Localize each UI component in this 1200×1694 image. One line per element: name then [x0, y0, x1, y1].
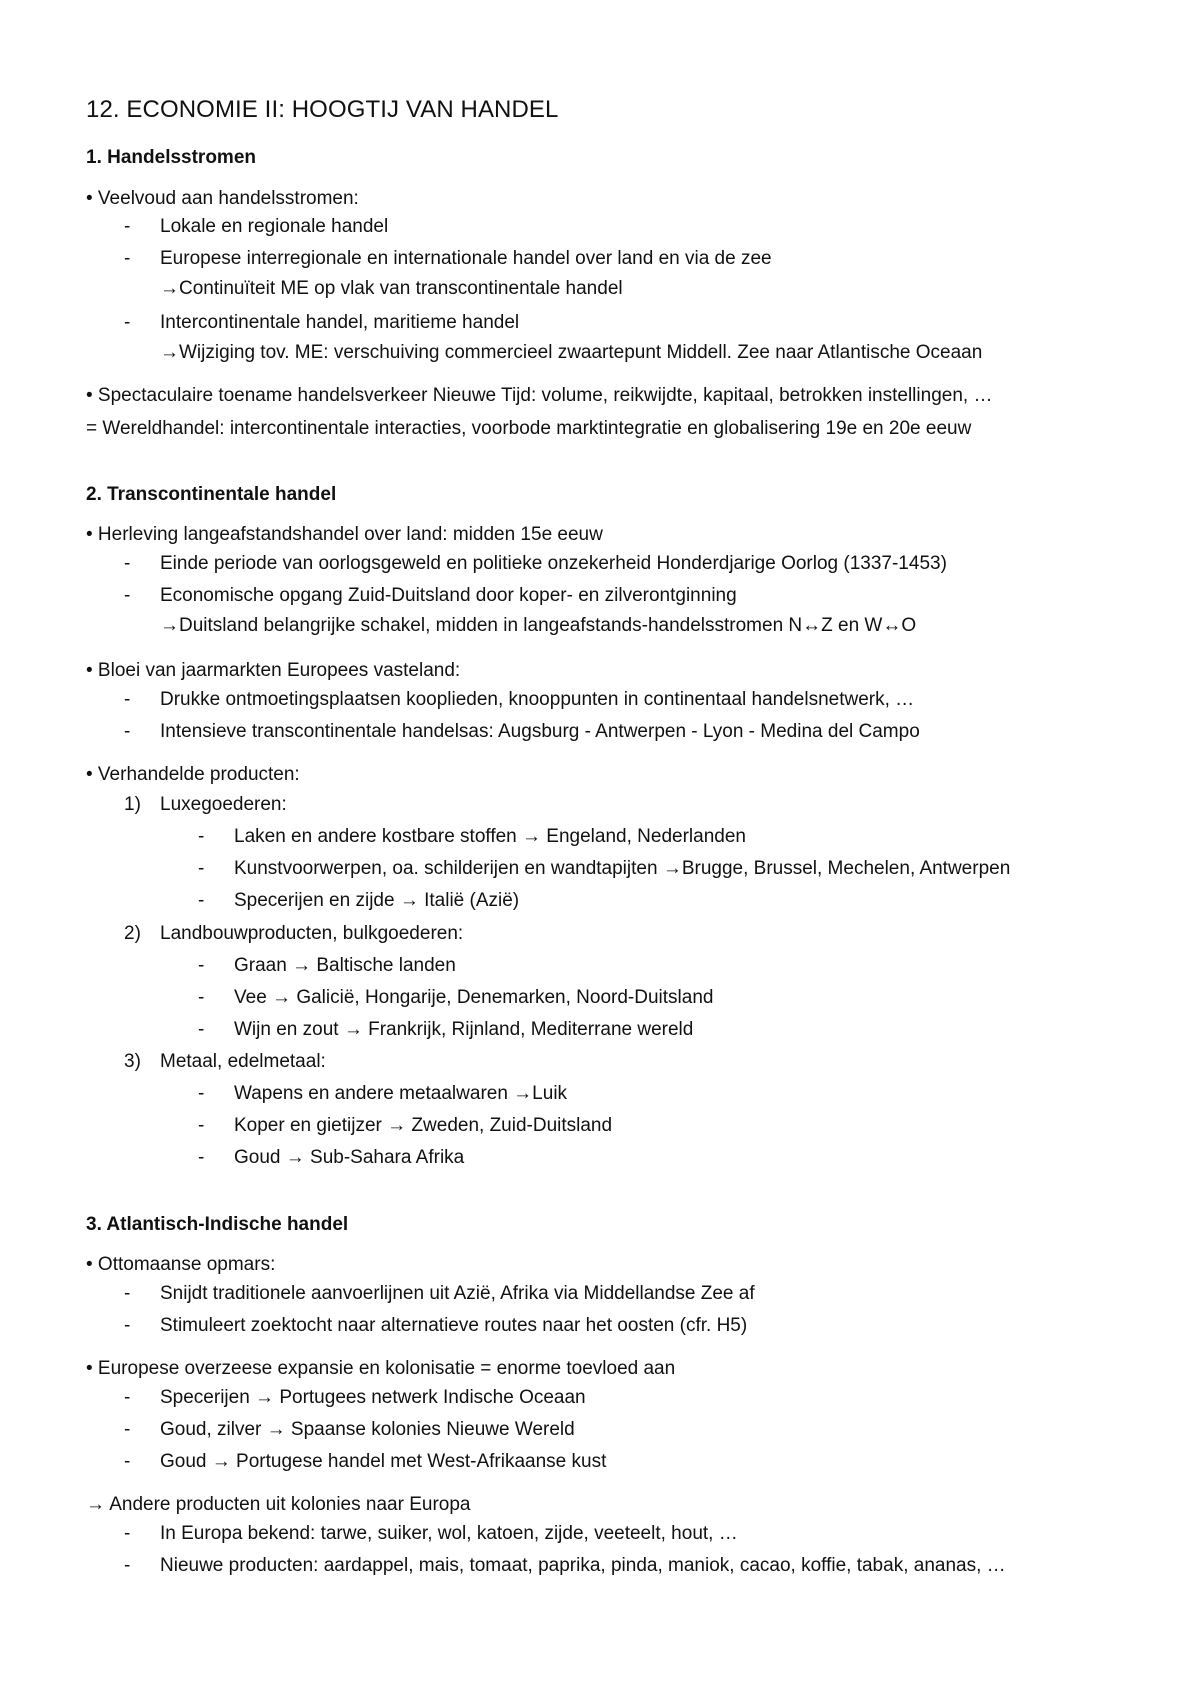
list-item: Intercontinentale handel, maritieme handel	[160, 312, 520, 333]
dash-marker: -	[198, 858, 205, 879]
dash-marker: -	[198, 1115, 205, 1136]
list-item: Einde periode van oorlogsgeweld en politieke onzekerheid Honderdjarige Oorlog (1337-1453)	[160, 553, 947, 574]
dash-marker: -	[124, 1283, 131, 1304]
list-item: Goud → Portugese handel met West-Afrikaanse kust	[160, 1451, 607, 1472]
dash-marker: -	[124, 721, 131, 742]
list-number: 3)	[124, 1051, 141, 1072]
page-title: 12. ECONOMIE II: HOOGTIJ VAN HANDEL	[86, 96, 559, 123]
sub-list-item: Laken en andere kostbare stoffen → Engeland, Nederlanden	[234, 826, 746, 847]
numbered-item: Luxegoederen:	[160, 794, 287, 815]
dash-marker: -	[124, 1315, 131, 1336]
arrow-line: → Andere producten uit kolonies naar Europa	[86, 1494, 471, 1515]
list-item: Intensieve transcontinentale handelsas: Augsburg - Antwerpen - Lyon - Medina del Campo	[160, 721, 920, 742]
list-item: Economische opgang Zuid-Duitsland door koper- en zilverontginning	[160, 585, 737, 606]
list-item-arrow-note: →Wijziging tov. ME: verschuiving commercieel zwaartepunt Middell. Zee naar Atlantische Oceaan	[160, 342, 983, 363]
section-heading-atlantisch-indische-handel: 3. Atlantisch-Indische handel	[86, 1214, 349, 1235]
dash-marker: -	[124, 585, 131, 606]
list-number: 2)	[124, 923, 141, 944]
numbered-item: Metaal, edelmetaal:	[160, 1051, 326, 1072]
bullet-point: • Veelvoud aan handelsstromen:	[86, 188, 359, 209]
list-item: Goud, zilver → Spaanse kolonies Nieuwe Wereld	[160, 1419, 575, 1440]
section-heading-handelsstromen: 1. Handelsstromen	[86, 147, 256, 168]
list-item: Lokale en regionale handel	[160, 216, 389, 237]
list-item: Drukke ontmoetingsplaatsen kooplieden, knooppunten in continentaal handelsnetwerk, …	[160, 689, 915, 710]
sub-list-item: Goud → Sub-Sahara Afrika	[234, 1147, 465, 1168]
sub-list-item: Wapens en andere metaalwaren →Luik	[234, 1083, 568, 1104]
dash-marker: -	[124, 553, 131, 574]
list-item-arrow-note: →Duitsland belangrijke schakel, midden in langeafstands-handelsstromen N↔Z en W↔O	[160, 615, 917, 636]
dash-marker: -	[198, 1147, 205, 1168]
sub-list-item: Specerijen en zijde → Italië (Azië)	[234, 890, 520, 911]
sub-list-item: Koper en gietijzer → Zweden, Zuid-Duitsland	[234, 1115, 613, 1136]
section-heading-transcontinentale-handel: 2. Transcontinentale handel	[86, 484, 337, 505]
dash-marker: -	[124, 248, 131, 269]
list-item: Specerijen → Portugees netwerk Indische Oceaan	[160, 1387, 586, 1408]
list-item: In Europa bekend: tarwe, suiker, wol, katoen, zijde, veeteelt, hout, …	[160, 1523, 738, 1544]
definition-line: = Wereldhandel: intercontinentale interacties, voorbode marktintegratie en globalisering 19e en 20e eeuw	[86, 418, 972, 439]
dash-marker: -	[124, 1523, 131, 1544]
dash-marker: -	[198, 987, 205, 1008]
bullet-point: • Europese overzeese expansie en kolonisatie = enorme toevloed aan	[86, 1358, 676, 1379]
list-item: Stimuleert zoektocht naar alternatieve routes naar het oosten (cfr. H5)	[160, 1315, 748, 1336]
list-item: Snijdt traditionele aanvoerlijnen uit Azië, Afrika via Middellandse Zee af	[160, 1283, 755, 1304]
bullet-point: • Herleving langeafstandshandel over land: midden 15e eeuw	[86, 524, 603, 545]
dash-marker: -	[124, 1451, 131, 1472]
dash-marker: -	[124, 1419, 131, 1440]
dash-marker: -	[124, 1555, 131, 1576]
bullet-point: • Ottomaanse opmars:	[86, 1254, 276, 1275]
numbered-item: Landbouwproducten, bulkgoederen:	[160, 923, 464, 944]
dash-marker: -	[198, 1083, 205, 1104]
list-item: Europese interregionale en internationale handel over land en via de zee	[160, 248, 772, 269]
sub-list-item: Kunstvoorwerpen, oa. schilderijen en wandtapijten →Brugge, Brussel, Mechelen, Antwerpen	[234, 858, 1011, 879]
sub-list-item: Vee → Galicië, Hongarije, Denemarken, Noord-Duitsland	[234, 987, 714, 1008]
dash-marker: -	[198, 890, 205, 911]
dash-marker: -	[124, 216, 131, 237]
dash-marker: -	[124, 312, 131, 333]
list-number: 1)	[124, 794, 141, 815]
dash-marker: -	[198, 955, 205, 976]
list-item-arrow-note: →Continuïteit ME op vlak van transcontinentale handel	[160, 278, 623, 299]
dash-marker: -	[198, 1019, 205, 1040]
sub-list-item: Wijn en zout → Frankrijk, Rijnland, Mediterrane wereld	[234, 1019, 694, 1040]
list-item: Nieuwe producten: aardappel, mais, tomaat, paprika, pinda, maniok, cacao, koffie, tabak, ananas, …	[160, 1555, 1006, 1576]
sub-list-item: Graan → Baltische landen	[234, 955, 456, 976]
dash-marker: -	[124, 689, 131, 710]
dash-marker: -	[124, 1387, 131, 1408]
bullet-point: • Verhandelde producten:	[86, 764, 300, 785]
bullet-point: • Spectaculaire toename handelsverkeer Nieuwe Tijd: volume, reikwijdte, kapitaal, betrokken instellingen, …	[86, 385, 993, 406]
bullet-point: • Bloei van jaarmarkten Europees vasteland:	[86, 660, 461, 681]
dash-marker: -	[198, 826, 205, 847]
